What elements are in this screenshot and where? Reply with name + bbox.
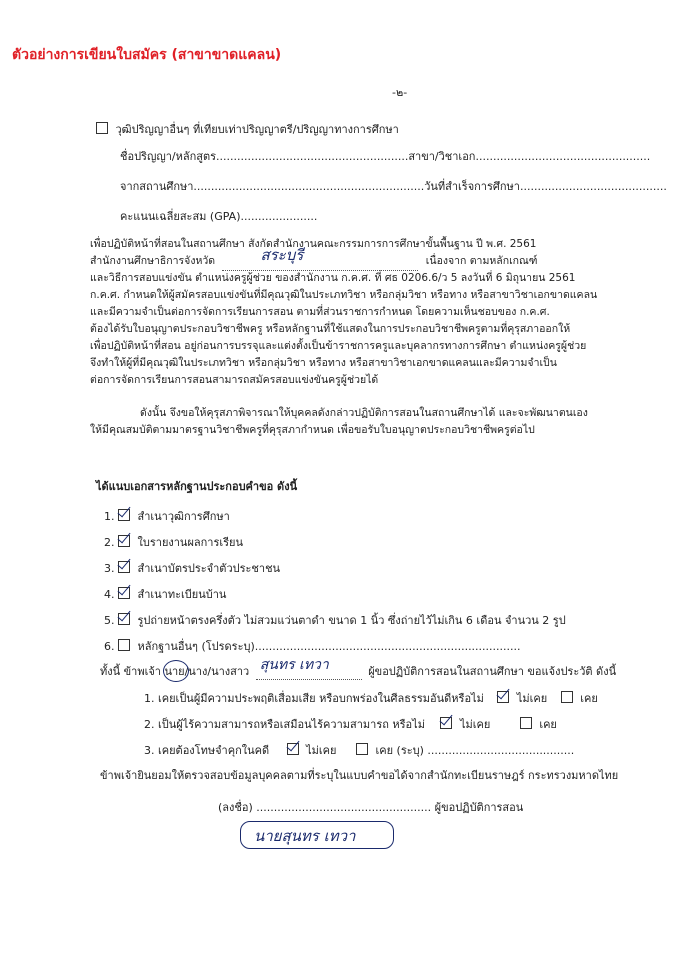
- q3-ever-checkbox[interactable]: [356, 743, 368, 755]
- printed-name-handwritten: นายสุนทร เทวา: [254, 827, 356, 845]
- attachment-label[interactable]: หลักฐานอื่นๆ (โปรดระบุ)............................................................................: [137, 640, 521, 653]
- attachments-heading: ได้แนบเอกสารหลักฐานประกอบคำขอ ดังนี้: [96, 480, 298, 493]
- gpa-line[interactable]: คะแนนเฉลี่ยสะสม (GPA)......................: [120, 210, 318, 223]
- attachment-item-3: [104, 561, 280, 576]
- question-2: [144, 717, 557, 732]
- para2-line-2: ให้มีคุณสมบัติตามมาตรฐานวิชาชีพครูที่คุรุสภากำหนด เพื่อขอรับใบอนุญาตประกอบวิชาชีพครูต่อไป: [90, 424, 535, 436]
- attachment-label: รูปถ่ายหน้าตรงครึ่งตัว ไม่สวมแว่นตาดำ ขนาด 1 นิ้ว ซึ่งถ่ายไว้ไม่เกิน 6 เดือน จำนวน 2 รูป: [137, 614, 566, 627]
- name-handwritten: สุนทร เทวา: [259, 657, 329, 673]
- question-3: [144, 743, 574, 758]
- title-selection-circle: [163, 660, 189, 682]
- para1-line-6: ต้องได้รับใบอนุญาตประกอบวิชาชีพครู หรือหลักฐานที่ใช้แสดงในการประกอบวิชาชีพครูตามที่คุรุสภาออกให้: [90, 323, 571, 335]
- attachment-item-4: [104, 587, 226, 602]
- page-number: -๒-: [392, 86, 408, 99]
- other-degree-checkbox[interactable]: [96, 122, 108, 134]
- attachment-label: สำเนาบัตรประจำตัวประชาชน: [137, 562, 281, 575]
- question-1-text: 1. เคยเป็นผู้มีความประพฤติเสื่อมเสีย หรือบกพร่องในศีลธรรมอันดีหรือไม่: [144, 692, 484, 705]
- attachment-num: 5.: [104, 614, 115, 627]
- signature-row: [218, 801, 523, 815]
- para1-line-7: เพื่อปฏิบัติหน้าที่สอน อยู่ก่อนการบรรจุและแต่งตั้งเป็นข้าราชการครูและบุคลากรทางการศึกษา ตำแหน่งครูผู้ช่วย: [90, 340, 587, 352]
- because-text: เนื่องจาก ตามหลักเกณฑ์: [425, 255, 538, 267]
- q3-never-label: ไม่เคย: [306, 744, 337, 757]
- sign-prefix: (ลงชื่อ): [218, 801, 253, 814]
- attachment-num: 4.: [104, 588, 115, 601]
- sign-suffix: ผู้ขอปฏิบัติการสอน: [434, 801, 524, 814]
- para1-line-8: จึงทำให้ผู้ที่มีคุณวุฒิในประเภทวิชา หรือกลุ่มวิชา หรือทาง หรือสาขาวิชาเอกขาดแคลนและมีความจำเป็น: [90, 357, 557, 369]
- para1-line-5: และมีความจำเป็นต่อการจัดการเรียนการสอน ตามที่ส่วนราชการกำหนด โดยความเห็นชอบของ ก.ค.ศ.: [90, 306, 550, 318]
- declaration-intro-tail: ผู้ขอปฏิบัติการสอนในสถานศึกษา ขอแจ้งประวัติ ดังนี้: [368, 665, 617, 678]
- q2-never-label: ไม่เคย: [459, 718, 491, 731]
- attachment-checkbox-5[interactable]: [118, 613, 130, 625]
- attachment-checkbox-3[interactable]: [118, 561, 130, 573]
- para1-line-4: ก.ค.ศ. กำหนดให้ผู้สมัครสอบแข่งขันที่มีคุณวุฒิในประเภทวิชา หรือกลุ่มวิชา หรือทาง หรือสาขาวิชาเอกขาดแคลน: [90, 289, 598, 301]
- attachment-label: สำเนาทะเบียนบ้าน: [137, 588, 227, 601]
- question-1: [144, 691, 598, 706]
- province-dots: [222, 246, 418, 271]
- question-3-text: 3. เคยต้องโทษจำคุกในคดี: [144, 744, 270, 757]
- attachment-checkbox-1[interactable]: [118, 509, 130, 521]
- attachment-num: 2.: [104, 536, 115, 549]
- para2-line-1: ดังนั้น จึงขอให้คุรุสภาพิจารณาให้บุคคลดังกล่าวปฏิบัติการสอนในสถานศึกษาได้ และจะพัฒนาตนเอง: [140, 407, 588, 419]
- attachment-label: สำเนาวุฒิการศึกษา: [137, 510, 230, 523]
- declaration-intro: ทั้งนี้ ข้าพเจ้า นาย/นาง/นางสาว: [100, 665, 250, 678]
- attachment-num: 6.: [104, 640, 115, 653]
- q2-ever-label: เคย: [539, 718, 557, 731]
- q1-ever-checkbox[interactable]: [561, 691, 573, 703]
- attachment-num: 3.: [104, 562, 115, 575]
- attachment-item-6: [104, 639, 521, 654]
- attachment-checkbox-2[interactable]: [118, 535, 130, 547]
- q2-never-checkbox[interactable]: [440, 717, 452, 729]
- para1-line-2: [90, 246, 538, 271]
- degree-line[interactable]: ชื่อปริญญา/หลักสูตร.......................................................สาขา/วิชาเอก..................................................: [120, 150, 651, 163]
- institution-line[interactable]: จากสถานศึกษา..................................................................วันที่สำเร็จการศึกษา..........................................: [120, 180, 667, 193]
- attachment-num: 1.: [104, 510, 115, 523]
- other-degree-row: [96, 122, 399, 137]
- attachment-checkbox-4[interactable]: [118, 587, 130, 599]
- q3-never-checkbox[interactable]: [287, 743, 299, 755]
- q1-ever-label: เคย: [580, 692, 598, 705]
- q1-never-checkbox[interactable]: [497, 691, 509, 703]
- q2-ever-checkbox[interactable]: [520, 717, 532, 729]
- attachment-label: ใบรายงานผลการเรียน: [137, 536, 244, 549]
- para1-line-3: และวิธีการสอบแข่งขัน ตำแหน่งครูผู้ช่วย ของสำนักงาน ก.ค.ศ. ที่ ศธ 0206.6/ว 5 ลงวันที่ 6 มิถุนายน 2561: [90, 272, 576, 284]
- question-2-text: 2. เป็นผู้ไร้ความสามารถหรือเสมือนไร้ความสามารถ หรือไม่: [144, 718, 425, 731]
- consent-statement: ข้าพเจ้ายินยอมให้ตรวจสอบข้อมูลบุคคลตามที่ระบุในแบบคำขอได้จากสำนักทะเบียนราษฎร์ กระทรวงมหาดไทย: [100, 769, 619, 782]
- province-handwritten: สระบุรี: [260, 246, 304, 264]
- office-label: สำนักงานศึกษาธิการจังหวัด: [90, 255, 216, 267]
- para1-line-1: เพื่อปฏิบัติหน้าที่สอนในสถานศึกษา สังกัดสำนักงานคณะกรรมการการศึกษาขั้นพื้นฐาน ปี พ.ศ. 2561: [90, 238, 537, 250]
- para1-line-9: ต่อการจัดการเรียนการสอนสามารถสมัครสอบแข่งขันครูผู้ช่วยได้: [90, 374, 379, 386]
- q3-ever-specify[interactable]: เคย (ระบุ) ..........................................: [375, 744, 575, 757]
- signature-field[interactable]: ..................................................: [256, 801, 432, 814]
- other-degree-label: วุฒิปริญญาอื่นๆ ที่เทียบเท่าปริญญาตรี/ปริญญาทางการศึกษา: [115, 123, 399, 136]
- attachment-item-5: [104, 613, 566, 628]
- q1-never-label: ไม่เคย: [516, 692, 548, 705]
- attachment-item-1: [104, 509, 230, 524]
- attachment-checkbox-6[interactable]: [118, 639, 130, 651]
- document-title: ตัวอย่างการเขียนใบสมัคร (สาขาขาดแคลน): [12, 47, 282, 63]
- attachment-item-2: [104, 535, 243, 550]
- name-field[interactable]: [256, 657, 362, 680]
